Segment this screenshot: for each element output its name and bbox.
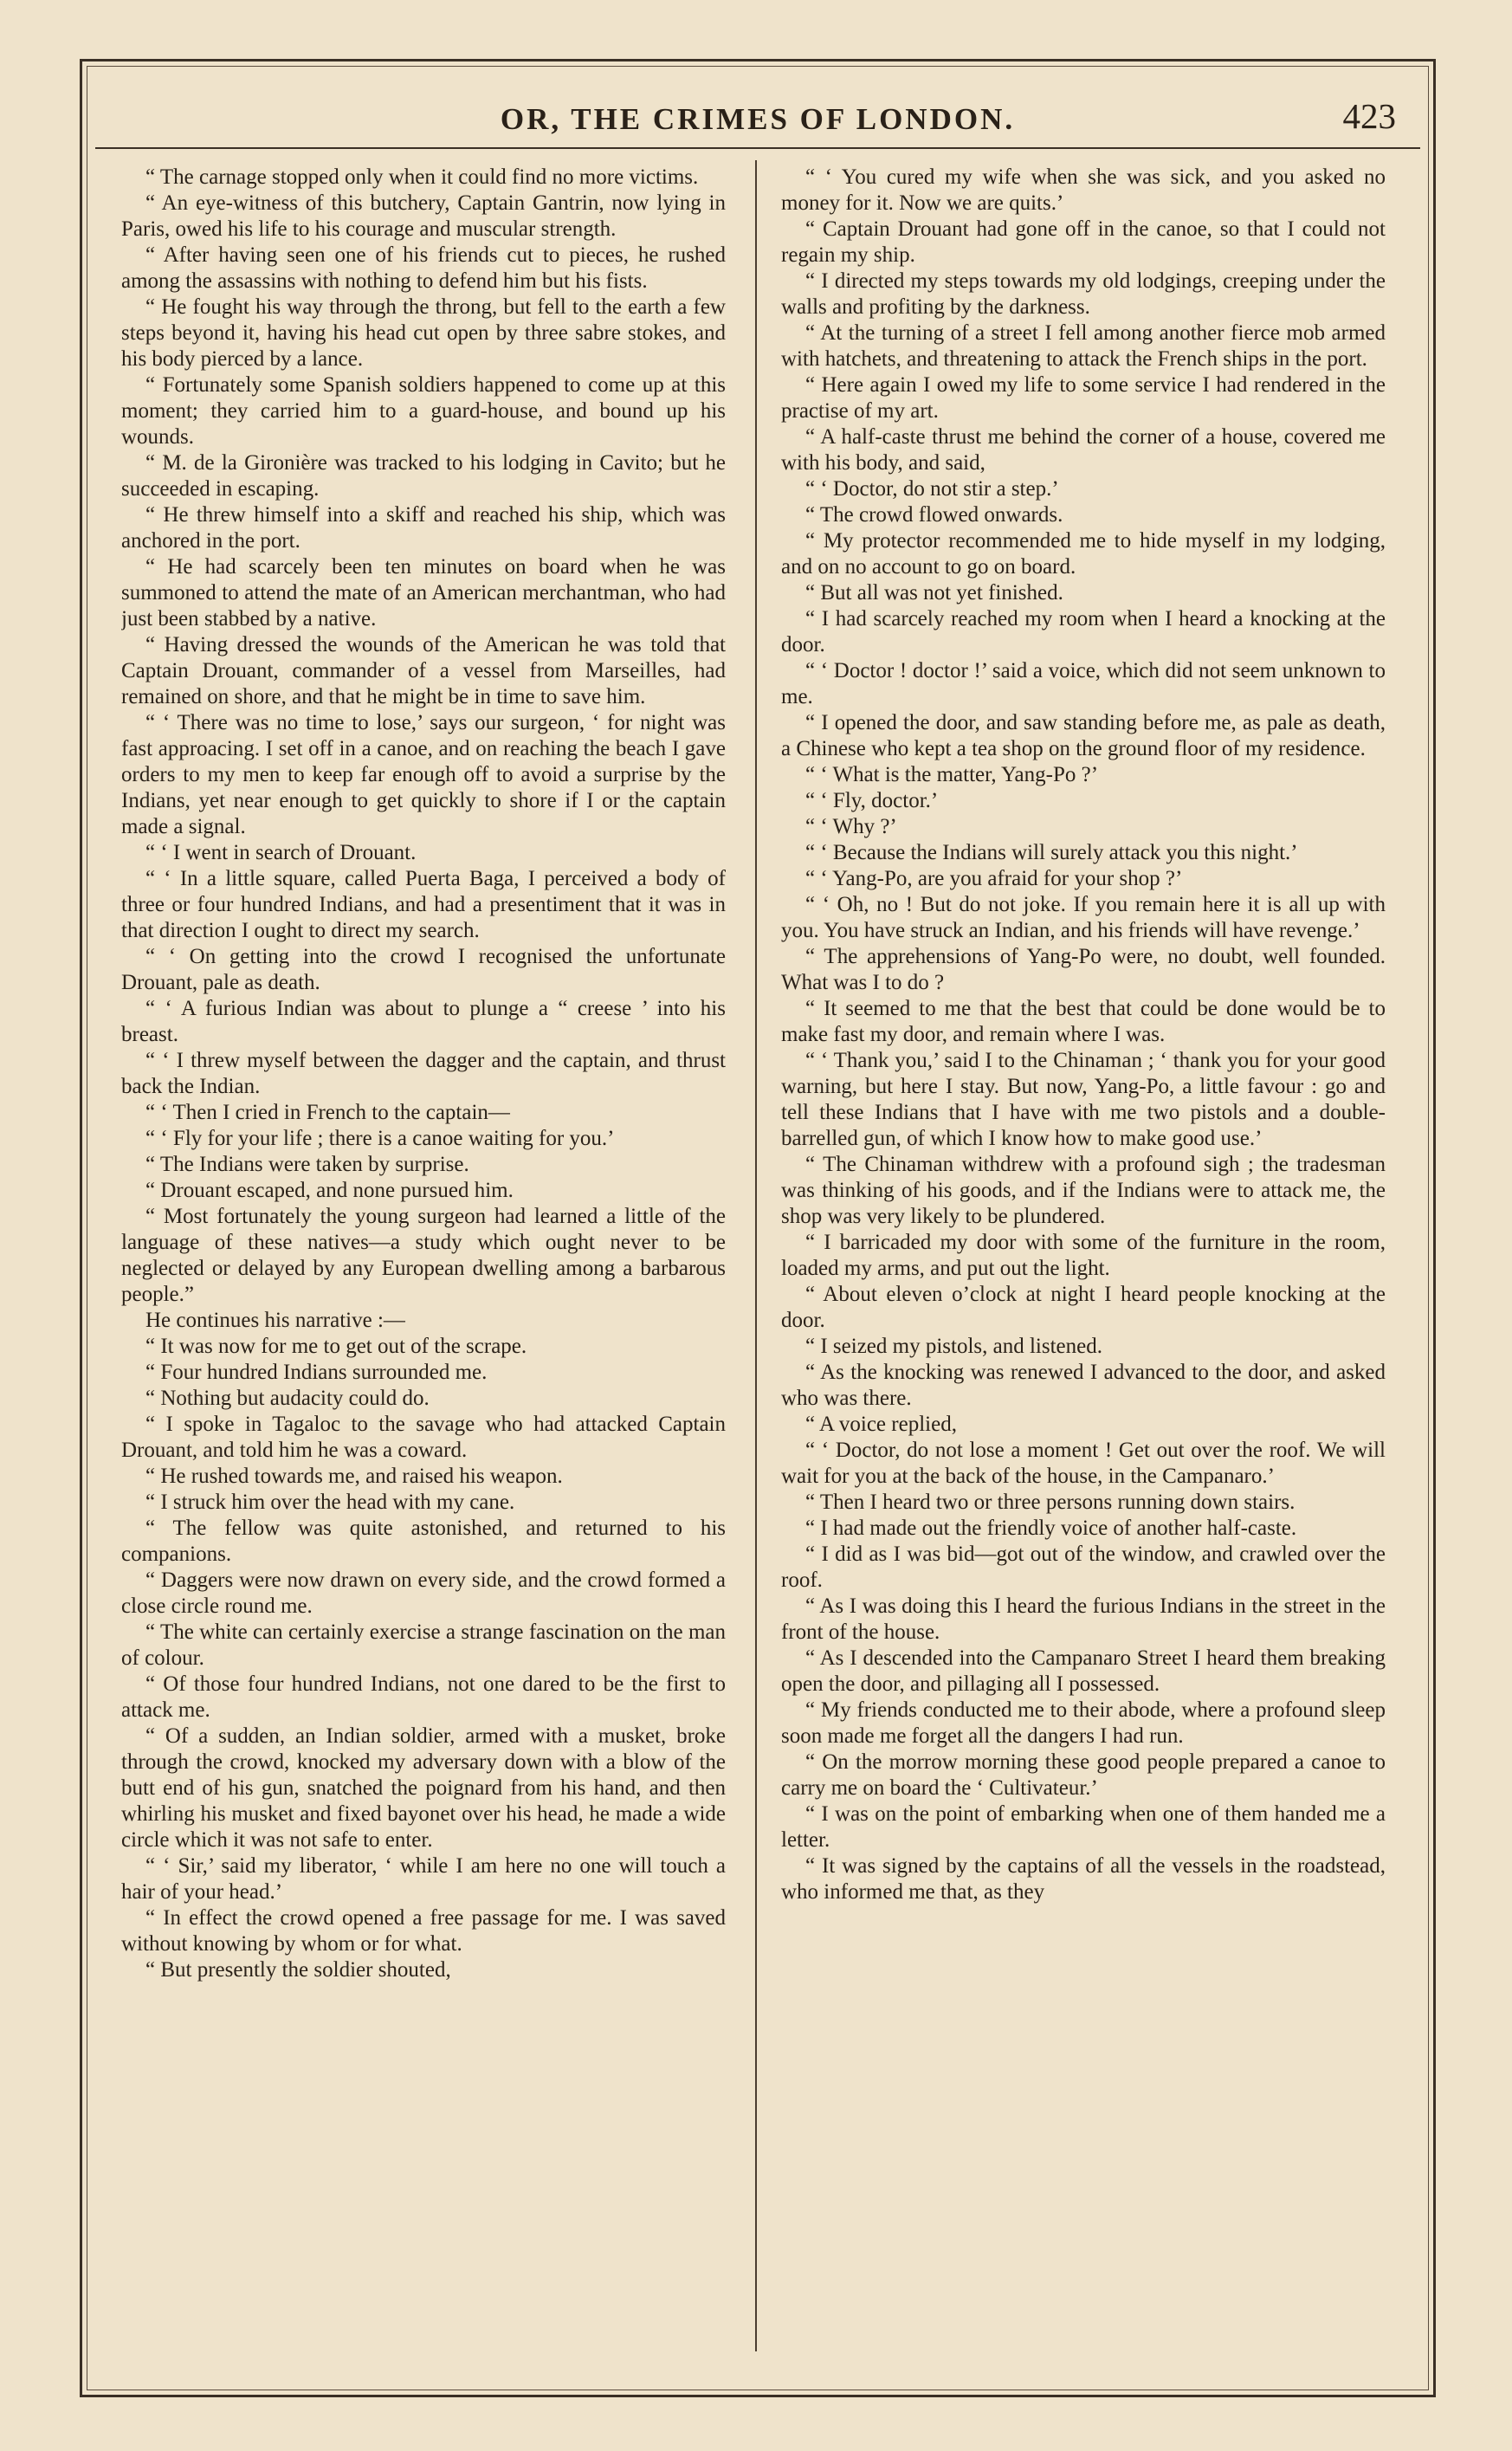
paragraph: “ It was signed by the captains of all the vessels in the roadstead, who informed me that, as they bbox=[781, 1854, 1386, 1904]
left-column bbox=[121, 165, 726, 2347]
paragraph: “ I seized my pistols, and listened. bbox=[805, 1335, 1102, 1358]
paragraph: “ The Indians were taken by surprise. bbox=[145, 1153, 469, 1176]
paragraph: “ The fellow was quite astonished, and returned to his companions. bbox=[121, 1517, 726, 1566]
paragraph: “ About eleven o’clock at night I heard people knocking at the door. bbox=[781, 1283, 1386, 1332]
paragraph: “ I was on the point of embarking when one of them handed me a letter. bbox=[781, 1802, 1386, 1852]
paragraph: “ On the morrow morning these good people prepared a canoe to carry me on board the ‘ Cultivateur.’ bbox=[781, 1750, 1386, 1800]
paragraph: “ I had made out the friendly voice of another half-caste. bbox=[805, 1517, 1297, 1540]
paragraph: “ ‘ Why ?’ bbox=[805, 815, 897, 838]
paragraph: “ ‘ Doctor ! doctor !’ said a voice, which did not seem unknown to me. bbox=[781, 659, 1386, 708]
paragraph: “ ‘ What is the matter, Yang-Po ?’ bbox=[805, 763, 1099, 786]
paragraph: “ I struck him over the head with my cane. bbox=[145, 1491, 515, 1514]
running-head bbox=[95, 94, 1420, 146]
column-divider bbox=[755, 160, 757, 2351]
paragraph: “ After having seen one of his friends cut to pieces, he rushed among the assassins with nothing to defend him but his fists. bbox=[121, 243, 726, 293]
paragraph: “ A voice replied, bbox=[805, 1413, 957, 1436]
paragraph: “ He fought his way through the throng, but fell to the earth a few steps beyond it, having his head cut open by three sabre stokes, and his body pierced by a lance. bbox=[121, 295, 726, 371]
paragraph: “ I had scarcely reached my room when I heard a knocking at the door. bbox=[781, 607, 1386, 656]
paragraph: “ Most fortunately the young surgeon had learned a little of the language of these natives—a study which ought never to be neglected or delayed by any European dwelling among a barbarous people.” bbox=[121, 1205, 726, 1306]
paragraph: “ ‘ Doctor, do not stir a step.’ bbox=[805, 477, 1059, 501]
paragraph: “ Drouant escaped, and none pursued him. bbox=[145, 1179, 514, 1202]
paragraph: “ An eye-witness of this butchery, Captain Gantrin, now lying in Paris, owed his life to his courage and muscular strength. bbox=[121, 191, 726, 241]
paragraph: “ My protector recommended me to hide myself in my lodging, and on no account to go on board. bbox=[781, 529, 1386, 579]
paragraph: “ The apprehensions of Yang-Po were, no doubt, well founded. What was I to do ? bbox=[781, 945, 1386, 994]
paragraph: “ ‘ A furious Indian was about to plunge a “ creese ’ into his breast. bbox=[121, 997, 726, 1046]
paragraph: “ M. de la Gironière was tracked to his lodging in Cavito; but he succeeded in escaping. bbox=[121, 451, 726, 501]
paragraph: “ The Chinaman withdrew with a profound sigh ; the tradesman was thinking of his goods, and if the Indians were to attack me, the shop was very likely to be plundered. bbox=[781, 1153, 1386, 1228]
paragraph: “ I barricaded my door with some of the furniture in the room, loaded my arms, and put out the light. bbox=[781, 1231, 1386, 1280]
paragraph: He continues his narrative :— bbox=[145, 1309, 405, 1332]
paragraph: “ ‘ I went in search of Drouant. bbox=[145, 841, 417, 864]
paragraph: “ The carnage stopped only when it could find no more victims. bbox=[145, 165, 699, 189]
paragraph: “ ‘ Yang-Po, are you afraid for your shop ?’ bbox=[805, 867, 1183, 890]
paragraph: “ Here again I owed my life to some service I had rendered in the practise of my art. bbox=[781, 373, 1386, 423]
paragraph: “ The white can certainly exercise a strange fascination on the man of colour. bbox=[121, 1620, 726, 1670]
paragraph: “ It seemed to me that the best that could be done would be to make fast my door, and remain where I was. bbox=[781, 997, 1386, 1046]
paragraph: “ Captain Drouant had gone off in the canoe, so that I could not regain my ship. bbox=[781, 217, 1386, 267]
paragraph: “ My friends conducted me to their abode, where a profound sleep soon made me forget all the dangers I had run. bbox=[781, 1698, 1386, 1748]
paragraph: “ ‘ I threw myself between the dagger and the captain, and thrust back the Indian. bbox=[121, 1049, 726, 1098]
paragraph: “ In effect the crowd opened a free passage for me. I was saved without knowing by whom or for what. bbox=[121, 1906, 726, 1956]
paragraph: “ ‘ Fly, doctor.’ bbox=[805, 789, 939, 812]
paragraph: “ But all was not yet finished. bbox=[805, 581, 1063, 605]
paragraph: “ ‘ There was no time to lose,’ says our surgeon, ‘ for night was fast approacing. I set off in a canoe, and on reaching the beach I gave orders to my men to keep far enough off to avoid a surprise by the Indians, yet near enough to get quickly to shore if I or the captain made a signal. bbox=[121, 711, 726, 838]
paragraph: “ As I descended into the Campanaro Street I heard them breaking open the door, and pillaging all I possessed. bbox=[781, 1646, 1386, 1696]
paragraph: “ ‘ Doctor, do not lose a moment ! Get out over the roof. We will wait for you at the back of the house, in the Campanaro.’ bbox=[781, 1439, 1386, 1488]
paragraph: “ He threw himself into a skiff and reached his ship, which was anchored in the port. bbox=[121, 503, 726, 553]
running-title: OR, THE CRIMES OF LONDON. bbox=[500, 102, 1016, 136]
paragraph: “ Of those four hundred Indians, not one dared to be the first to attack me. bbox=[121, 1672, 726, 1722]
paragraph: “ As I was doing this I heard the furious Indians in the street in the front of the house. bbox=[781, 1594, 1386, 1644]
paragraph: “ ‘ Then I cried in French to the captain— bbox=[145, 1101, 510, 1124]
paragraph: “ I did as I was bid—got out of the window, and crawled over the roof. bbox=[781, 1542, 1386, 1592]
paragraph: “ Then I heard two or three persons running down stairs. bbox=[805, 1491, 1296, 1514]
paragraph: “ ‘ Thank you,’ said I to the Chinaman ; ‘ thank you for your good warning, but here I stay. But now, Yang-Po, a little favour : go and tell these Indians that I have with me two pistols and a double-barrelled gun, of which I know how to make good use.’ bbox=[781, 1049, 1386, 1150]
paragraph: “ ‘ In a little square, called Puerta Baga, I perceived a body of three or four hundred Indians, and had a presentiment that it was in that direction I ought to direct my search. bbox=[121, 867, 726, 942]
paragraph: “ Daggers were now drawn on every side, and the crowd formed a close circle round me. bbox=[121, 1568, 726, 1618]
paragraph: “ ‘ Sir,’ said my liberator, ‘ while I am here no one will touch a hair of your head.’ bbox=[121, 1854, 726, 1904]
paragraph: “ ‘ Fly for your life ; there is a canoe waiting for you.’ bbox=[145, 1127, 615, 1150]
paragraph: “ Of a sudden, an Indian soldier, armed with a musket, broke through the crowd, knocked my adversary down with a blow of the butt end of his gun, snatched the poignard from his hand, and then whirling his musket and fixed bayonet over his head, he made a wide circle which it was not safe to enter. bbox=[121, 1724, 726, 1852]
paragraph: “ Having dressed the wounds of the American he was told that Captain Drouant, commander of a vessel from Marseilles, had remained on shore, and that he might be in time to save him. bbox=[121, 633, 726, 708]
right-column bbox=[781, 165, 1386, 2347]
paragraph: “ I opened the door, and saw standing before me, as pale as death, a Chinese who kept a tea shop on the ground floor of my residence. bbox=[781, 711, 1386, 760]
paragraph: “ He rushed towards me, and raised his weapon. bbox=[145, 1465, 563, 1488]
paragraph: “ At the turning of a street I fell among another fierce mob armed with hatchets, and threatening to attack the French ships in the port. bbox=[781, 321, 1386, 371]
paragraph: “ ‘ Because the Indians will surely attack you this night.’ bbox=[805, 841, 1298, 864]
paragraph: “ It was now for me to get out of the scrape. bbox=[145, 1335, 527, 1358]
page-number: 423 bbox=[1342, 96, 1396, 136]
paragraph: “ I spoke in Tagaloc to the savage who had attacked Captain Drouant, and told him he was a coward. bbox=[121, 1413, 726, 1462]
paragraph: “ Nothing but audacity could do. bbox=[145, 1387, 430, 1410]
paragraph: “ Fortunately some Spanish soldiers happened to come up at this moment; they carried him to a guard-house, and bound up his wounds. bbox=[121, 373, 726, 449]
header-rule bbox=[95, 147, 1420, 149]
paragraph: “ The crowd flowed onwards. bbox=[805, 503, 1063, 527]
paragraph: “ ‘ You cured my wife when she was sick, and you asked no money for it. Now we are quits.’ bbox=[781, 165, 1386, 215]
paragraph: “ As the knocking was renewed I advanced to the door, and asked who was there. bbox=[781, 1361, 1386, 1410]
paragraph: “ I directed my steps towards my old lodgings, creeping under the walls and profiting by the darkness. bbox=[781, 269, 1386, 319]
paragraph: “ A half-caste thrust me behind the corner of a house, covered me with his body, and said, bbox=[781, 425, 1386, 475]
paragraph: “ Four hundred Indians surrounded me. bbox=[145, 1361, 488, 1384]
paragraph: “ He had scarcely been ten minutes on board when he was summoned to attend the mate of an American merchantman, who had just been stabbed by a native. bbox=[121, 555, 726, 631]
paragraph: “ ‘ Oh, no ! But do not joke. If you remain here it is all up with you. You have struck an Indian, and his friends will have revenge.’ bbox=[781, 893, 1386, 942]
paragraph: “ ‘ On getting into the crowd I recognised the unfortunate Drouant, pale as death. bbox=[121, 945, 726, 994]
paragraph: “ But presently the soldier shouted, bbox=[145, 1958, 451, 1982]
